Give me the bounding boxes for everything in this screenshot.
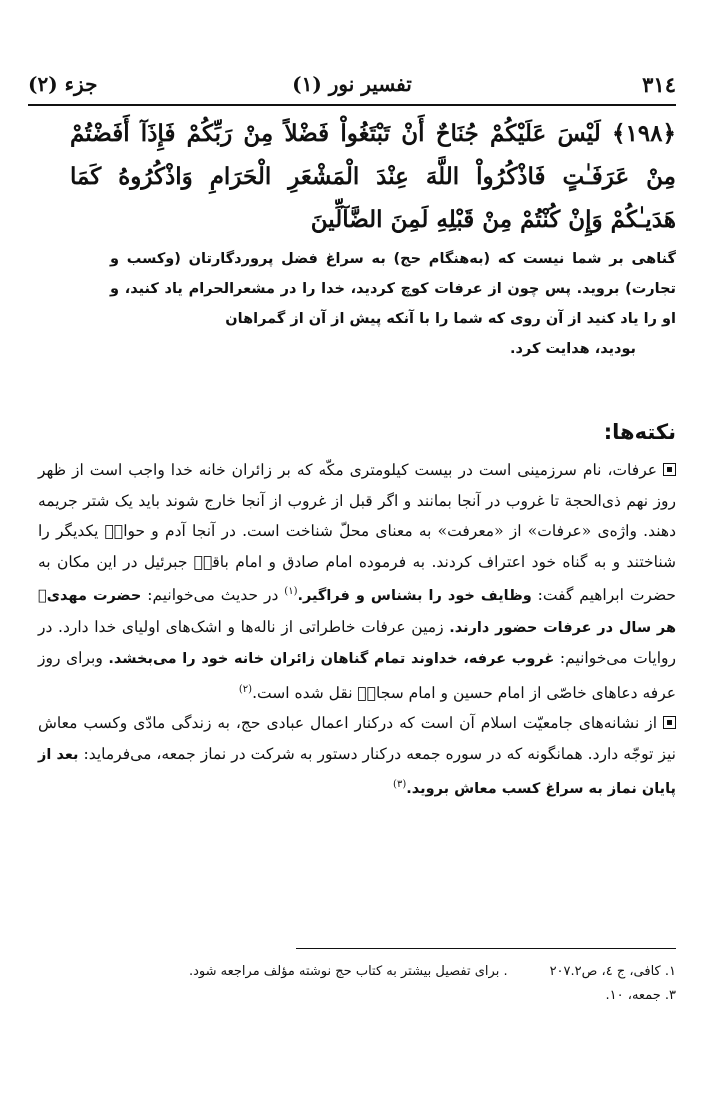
notes-body	[38, 455, 676, 805]
book-title: تفسیر نور (۱)	[292, 72, 412, 96]
hadith-quote: بعد از پایان نماز به سراغ کسب معاش بروید.	[38, 746, 676, 798]
note-text: از نشانه‌های جامعیّت اسلام آن است که درکنار اعمال عبادی حج، به زندگی مادّی وکسب معاش نیز توجّه دارد. همانگونه که در سوره جمعه درکنار دستور به شرکت در نماز جمعه، می‌فرماید:	[38, 714, 676, 763]
translation-last-line: بودید، هدایت کرد.	[510, 341, 636, 357]
footnotes	[60, 960, 676, 1008]
verse-number: ﴿۱۹۸﴾	[611, 120, 676, 147]
hadith-quote: وظایف خود را بشناس و فراگیر.	[297, 588, 532, 605]
note-text: در حدیث می‌خوانیم:	[141, 586, 285, 605]
page-number: ۳۱٤	[642, 72, 676, 97]
running-header	[28, 72, 676, 102]
note-text: عرفات، نام سرزمینی است در بیست کیلومتری مکّه که بر زائران خانه خدا واجب است از ظهر روز نهم ذی‌الحجة تا غروب در آنجا بمانند و اگر قبل از غروب از آنجا خارج شوند باید یک شتر جریمه دهند. واژه‌ی «عرفات» از «معرفت» به معنای محلّ شناخت است. در آنجا آدم و حواءؑ یکدیگر را شناختند و به گناه خود اعتراف کردند. به فرموده امام صادق و امام باقرؑ جبرئیل در این مکان به حضرت ابراهیم گفت:	[38, 461, 677, 605]
footnote-ref: (۲)	[238, 683, 253, 695]
footnote-1: ۱. کافی، ج ٤، ص۲۰۷.	[549, 964, 676, 979]
notes-heading: نکته‌ها:	[603, 420, 676, 444]
footnote-2: ۲. برای تفصیل بیشتر به کتاب حج نوشته مؤلف مراجعه شود.	[188, 964, 582, 979]
square-bullet-icon	[663, 716, 676, 729]
footnote-row	[60, 984, 676, 1008]
footnote-rule	[296, 948, 676, 949]
hadith-quote: غروب عرفه، خداوند تمام گناهان زائران خانه خود را می‌بخشد.	[108, 651, 555, 668]
header-rule	[28, 104, 676, 106]
square-bullet-icon	[663, 463, 676, 476]
note-paragraph	[38, 455, 676, 708]
note-text: وبرای روز عرفه دعاهای خاصّی از امام حسین و امام سجادؑ نقل شده است.	[38, 649, 676, 702]
quran-verse	[70, 112, 676, 241]
footnote-row	[60, 960, 676, 984]
note-paragraph	[38, 708, 676, 805]
note-text: زمین عرفات خاطراتی از ناله‌ها و اشک‌های اولیای خدا دارد. در روایات می‌خوانیم:	[38, 617, 676, 668]
footnote-ref: (۱)	[284, 586, 298, 597]
part-label: جزء (۲)	[28, 72, 98, 96]
footnote-3: ۳. جمعه، ۱۰.	[605, 988, 676, 1003]
translation-text: گناهی بر شما نیست که (به‌هنگام حج) به سراغ فضل پروردگارتان (وکسب و تجارت) بروید. پس چون از عرفات کوچ کردید، خدا را در مشعرالحرام یاد کنید، و او را یاد کنید از آن روی که شما را با آنکه پیش از آن از گمراهان	[110, 251, 676, 327]
footnote-ref: (۳)	[393, 779, 407, 791]
hadith-quote: حضرت مهدیؑ هر سال در عرفات حضور دارند.	[38, 588, 676, 636]
verse-translation	[110, 244, 676, 364]
verse-text: لَيْسَ عَلَيْكُمْ جُنَاحٌ أَنْ تَبْتَغُواْ فَضْلاً مِنْ رَبِّكُمْ فَإِذَآ أَفَضْتُمْ مِنْ عَرَفَـٰتٍ فَاذْكُرُواْ اللَّهَ عِنْدَ الْمَشْعَرِ الْحَرَامِ وَاذْكُرُوهُ كَمَا هَدَيـٰكُمْ وَإِنْ كُنْتُمْ مِنْ قَبْلِهِ لَمِنَ الضَّآلِّينَ	[70, 120, 676, 233]
